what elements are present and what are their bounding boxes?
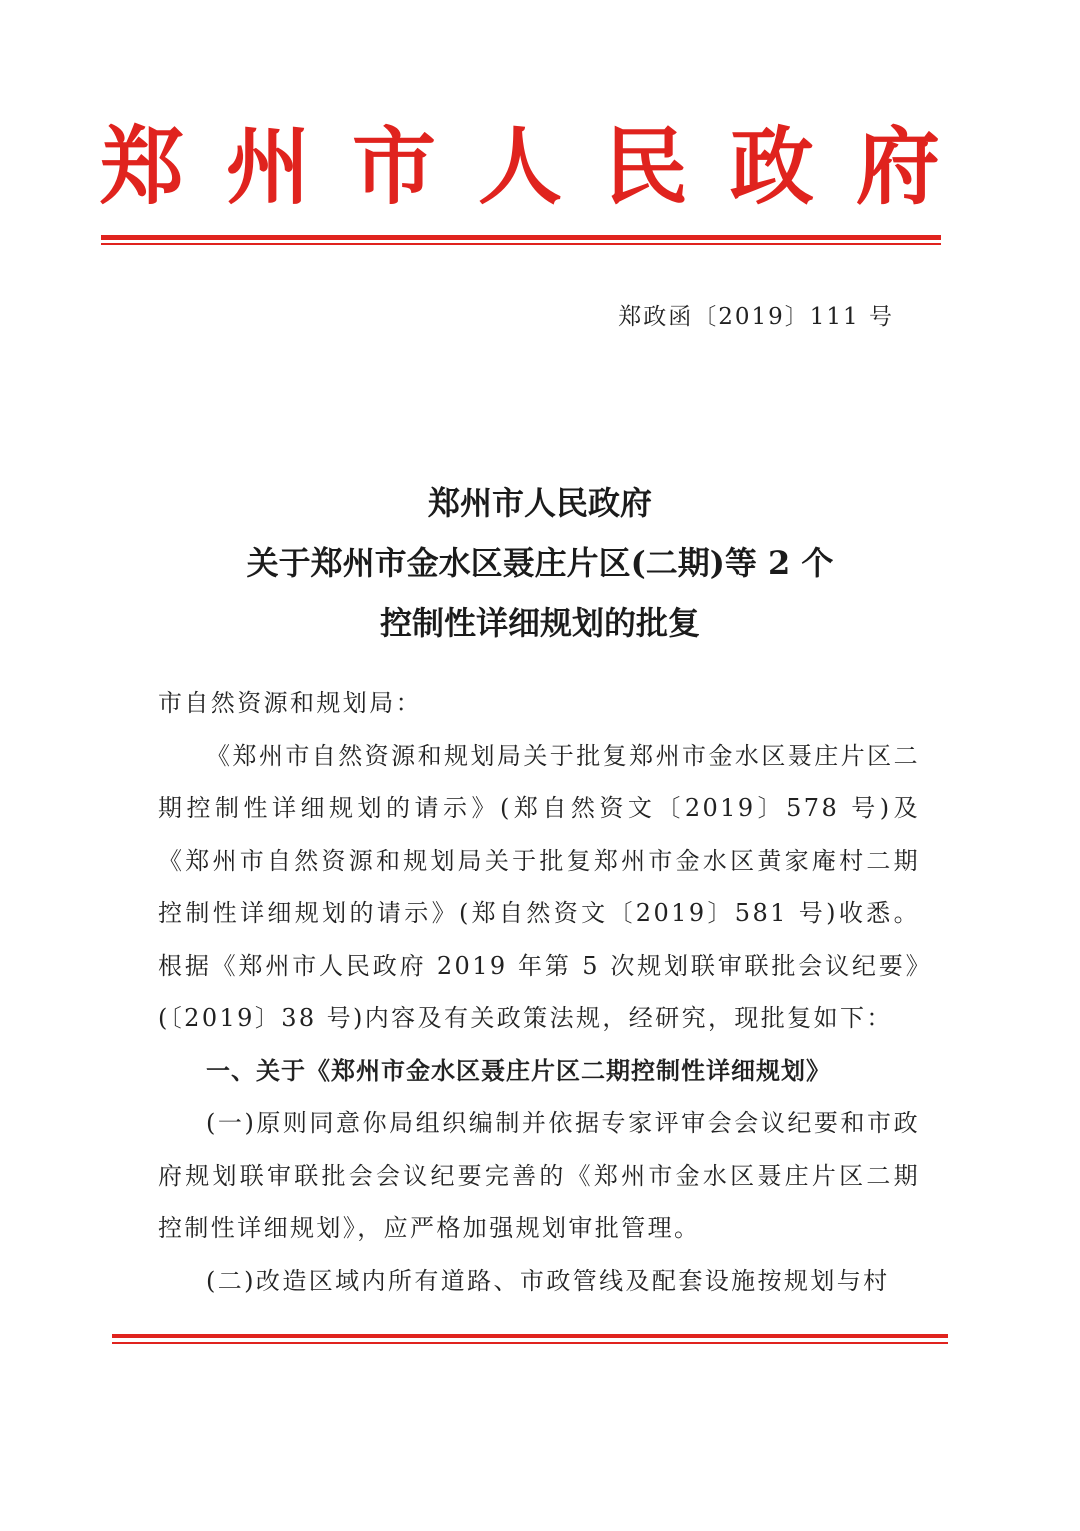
masthead (100, 112, 940, 222)
section-heading: 一、关于《郑州市金水区聂庄片区二期控制性详细规划》 (206, 1056, 831, 1085)
document-number: 郑政函〔2019〕111 号 (618, 304, 894, 330)
header-red-rule-thick (101, 235, 941, 240)
title-line-1: 郑州市人民政府 (427, 484, 652, 522)
masthead-char: 府 (855, 118, 940, 216)
masthead-char: 民 (603, 118, 688, 216)
document-body (158, 677, 920, 1307)
footer-red-rule-thick (112, 1334, 948, 1338)
title-line-2: 关于郑州市金水区聂庄片区(二期)等 2 个 (246, 544, 834, 582)
body-paragraph: (一)原则同意你局组织编制并依据专家评审会会议纪要和市政府规划联审联批会会议纪要完善的《郑州市金水区聂庄片区二期控制性详细规划》，应严格加强规划审批管理。 (158, 1109, 920, 1242)
body-paragraph: (二)改造区域内所有道路、市政管线及配套设施按规划与村 (206, 1266, 890, 1295)
masthead-char: 政 (729, 118, 814, 216)
masthead-char: 人 (477, 118, 562, 216)
header-red-rule-thin (101, 243, 941, 245)
salutation: 市自然资源和规划局： (158, 689, 422, 717)
body-paragraph: 《郑州市自然资源和规划局关于批复郑州市金水区聂庄片区二期控制性详细规划的请示》(郑自然资文〔2019〕578 号)及《郑州市自然资源和规划局关于批复郑州市金水区黄家庵村二期控制性详细规划的请示》(郑自然资文〔2019〕581 号)收悉。根据《郑州市人民政府 2019 年第 5 次规划联审联批会议纪要》(〔2019〕38 号)内容及有关政策法规，经研究，现批复如下： (158, 741, 920, 1032)
masthead-char: 郑 (100, 118, 185, 216)
title-line-3: 控制性详细规划的批复 (379, 604, 700, 642)
masthead-char: 市 (351, 118, 436, 216)
masthead-char: 州 (225, 118, 310, 216)
footer-red-rule-thin (112, 1342, 948, 1344)
